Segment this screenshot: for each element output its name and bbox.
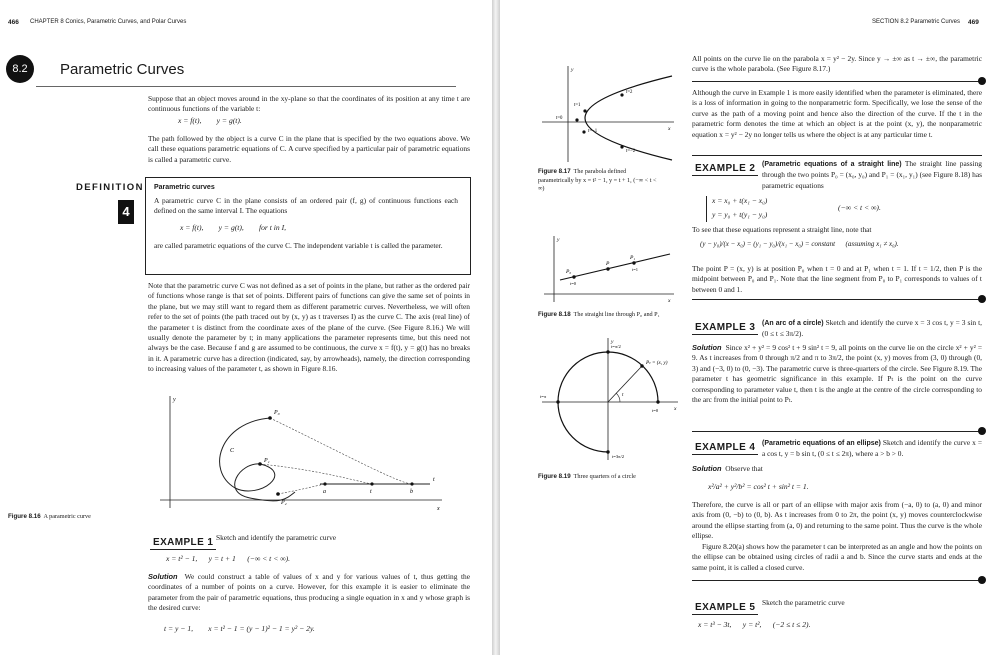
fig19-label-x: x [674,406,677,412]
fig19-point-tpi [556,400,559,403]
example-3-label: EXAMPLE 3 [692,322,758,335]
right-paragraph-2: Although the curve in Example 1 is more easily identified when the parameter is eliminated, there is a loss of information in going to the nonparametric form. Specifically, we lose the sense of the curve as the path of a moving point and hence also the direction of the curve. If the t in the parametric form denotes the time at which an object is at the point (x, y), the nonparametric equation x = y² − 2y no longer tells us where the object is at any particular time t. [692,88,982,139]
fig17-point-tm2 [620,145,623,148]
fig16-point-p0 [268,416,272,420]
fig17-label-t0: t=0 [556,116,563,121]
rule-5 [692,580,982,581]
fig18-label-p1: P₁ [630,255,636,261]
fig16-label-y: y [173,397,176,403]
fig19-label-y: y [611,339,614,345]
example-2-title: (Parametric equations of a straight line) [762,161,902,168]
fig16-point-a [323,482,326,485]
fig17-point-tm1 [582,130,585,133]
example-2-intro [762,159,982,191]
example-2-slope: (y − y₀)/(x − x₀) = (y₁ − y₀)/(x₁ − x₀) = constant (assuming x₁ ≠ x₀). [700,240,899,248]
fig18-label-p: P [606,261,610,267]
fig18-caption-label: Figure 8.18 [538,311,571,318]
running-head-right: SECTION 8.2 Parametric Curves [872,19,961,25]
fig16-label-a: a [323,489,326,495]
example-2-eq-2: y = y₀ + t(y₁ − y₀) [712,210,768,219]
fig16-label-b: b [410,489,413,495]
solution-3-label: Solution [692,343,722,352]
fig17-parabola [585,76,672,160]
fig18-label-x: x [668,298,671,304]
fig16-point-p1 [258,462,262,466]
fig16-point-p2 [276,492,280,496]
paragraph-2: The path followed by the object is a curve C in the plane that is specified by the two equations above. We call these equations parametric equations of C. A curve specified by a particular pair of parametric equations is called a parametric curve. [148,134,470,164]
example-5-equation: x = t³ − 3t, y = t², (−2 ≤ t ≤ 2). [698,620,811,629]
figure-8-17 [538,62,678,164]
fig16-caption-text: A parametric curve [43,513,91,520]
section-badge [6,55,34,83]
fig18-label-y: y [557,237,560,243]
figure-8-19 [538,334,683,464]
example-1-prompt: Sketch and identify the parametric curve [216,533,337,542]
example-1-equation: x = t² − 1, y = t + 1 (−∞ < t < ∞). [166,554,291,563]
fig18-label-t1: t=1 [632,267,639,272]
fig16-map-line-1 [260,464,372,484]
fig17-label-x: x [668,126,671,132]
example-3-text: Sketch and identify the curve x = 3 cos t, y = 3 sin t, (0 ≤ t ≤ 3π/2). [762,318,982,339]
fig19-label-tpi: t=π [540,394,547,399]
fig17-point-t2 [620,93,623,96]
rule-1 [692,81,982,82]
example-2-label: EXAMPLE 2 [692,163,758,176]
fig18-point-p1 [632,261,635,264]
fig16-point-t [370,482,373,485]
example-2-eq-1: x = x₀ + t(x₁ − x₀) [712,196,768,205]
fig16-map-line-0 [270,418,412,484]
fig19-label-pt: Pₜ = (x, y) [646,360,668,366]
right-page [500,0,996,655]
fig17-point-t1 [583,109,586,112]
fig16-label-p0: P₀ [274,410,280,416]
example-5-prompt: Sketch the parametric curve [762,598,845,607]
fig19-label-angle: t [622,392,624,398]
fig16-curve [220,418,295,501]
example-2-range: (−∞ < t < ∞). [838,203,881,212]
fig19-point-pt [640,364,643,367]
solution-1-label: Solution [148,572,178,581]
fig16-point-b [410,482,413,485]
fig19-caption-label: Figure 8.19 [538,473,571,480]
solution-4-text: Observe that [725,464,763,473]
solution-4-text-3: Figure 8.20(a) shows how the parameter t can be interpreted as an angle and how the points on the ellipse can be obtained using circles of radii a and b. Since the curve starts and ends at the same point, it is called a closed curve. [692,542,982,572]
example-2-text-3: The point P = (x, y) is at position P₀ when t = 0 and at P₁ when t = 1. If t = 1/2, then P is the midpoint between P₀ and P₁. Note that the line segment from P₀ to P₁ corresponds to values of t between 0 and 1. [692,264,982,294]
section-number: 8.2 [12,63,28,75]
section-title: Parametric Curves [60,61,185,78]
fig19-label-t0: t=0 [652,408,659,413]
fig17-caption-label: Figure 8.17 [538,168,571,175]
fig17-label-tm1: t=−1 [588,129,598,134]
section-title-rule [36,86,456,87]
solution-4-equation: x²/a² + y²/b² = cos² t + sin² t = 1. [708,482,809,491]
rule-5-dot [978,576,986,584]
fig19-point-t0 [656,400,659,403]
fig17-label-t2: t=2 [626,90,633,95]
solution-3 [692,343,982,405]
example-4-title: (Parametric equations of an ellipse) [762,440,881,447]
fig18-caption-text: The straight line through P₀ and P₁ [573,311,660,318]
running-head-left: CHAPTER 8 Conics, Parametric Curves, and Polar Curves [30,19,187,25]
fig17-point-t0 [575,118,578,121]
eq-parametric: x = f(t), y = g(t). [178,116,242,125]
solution-4-text-2: Therefore, the curve is all or part of an ellipse with major axis from (−a, 0) to (a, 0) and minor axis from (0, −b) to (0, b). As t increases from 0 to 2π, the point (x, y) moves counterclockwise around the ellipse starting from (a, 0) and returning to the same point. Thus the curve is the whole ellipse. [692,500,982,541]
example-1-label: EXAMPLE 1 [150,537,216,550]
fig17-caption-text: The parabola defined parametrically by x = t² − 1, y = t + 1, (−∞ < t < ∞) [538,168,657,193]
fig19-radius [608,366,642,402]
rule-4 [692,431,982,432]
fig18-point-p0 [572,275,575,278]
example-4-intro [762,438,982,460]
page-number-left: 466 [8,19,19,26]
definition-number: 4 [118,200,134,224]
definition-label: DEFINITION [76,182,144,193]
fig18-point-p [606,267,609,270]
fig19-point-t3pi2 [606,450,609,453]
fig18-label-t0: t=0 [570,281,577,286]
solution-1 [148,572,470,614]
fig16-caption [8,513,91,522]
fig16-label-p1: P₁ [264,458,270,464]
fig16-label-p2: P₂ [281,500,287,506]
definition-text-1: A parametric curve C in the plane consists of an ordered pair (f, g) of continuous functions each defined on the same interval I. The equations [154,196,458,216]
right-paragraph-1: All points on the curve lie on the parabola x = y² − 2y. Since y → ±∞ as t → ±∞, the parametric curve is the whole parabola. (See Figure 8.17.) [692,54,982,74]
book-gutter [492,0,500,655]
fig19-caption-text: Three quarters of a circle [573,473,636,480]
solution-1-equation: t = y − 1, x = t² − 1 = (y − 1)² − 1 = y² − 2y. [164,624,315,633]
solution-1-text: We could construct a table of values of x and y for various values of t, thus getting the coordinates of a number of points on a curve. However, for this example it is easier to eliminate the parameter from the pair of parametric equations, thus producing a single equation in x and y whose graph is the desired curve: [148,572,470,613]
rule-2 [692,155,982,156]
fig19-angle [616,393,620,402]
definition-text-2: are called parametric equations of the curve C. The independent variable t is called the parameter. [154,241,443,250]
definition-equation: x = f(t), y = g(t), for t in I, [180,223,286,232]
fig16-label-c: C [230,448,235,454]
fig19-caption [538,473,678,482]
fig18-line [560,254,670,280]
fig16-map-line-2 [278,484,325,494]
fig16-label-x: x [437,506,440,512]
page-number-right: 469 [968,19,979,26]
figure-8-16 [150,392,450,522]
fig18-caption [538,311,668,320]
fig19-label-tpi2: t=π/2 [611,344,621,349]
left-page [0,0,492,655]
fig17-label-y: y [571,67,574,73]
example-2-text-2: To see that these equations represent a straight line, note that [692,225,872,234]
example-2-brace [706,196,711,222]
solution-3-text: Since x² + y² = 9 cos² t + 9 sin² t = 9, all points on the curve lie on the circle x² + y² = 9. As t increases from 0 through π/2 and π to 3π/2, the point (x, y) moves from (3, 0) through (0, 3) and (−3, 0) to (0, −3). The parametric curve is three-quarters of the circle. See Figure 8.19. The parameter t has geometric significance in this example. If Pₜ is the point on the curve corresponding to parameter value t, then t is the angle at the centre of the circle corresponding to the arc from the initial point to Pₜ. [692,343,982,405]
example-3-intro [762,318,982,340]
fig17-label-t1: t=1 [574,103,581,108]
fig16-label-t-axis: t [433,477,435,483]
example-4-label: EXAMPLE 4 [692,442,758,455]
fig19-label-t3pi2: t=3π/2 [612,454,625,459]
solution-4-label: Solution [692,464,722,473]
figure-8-18 [538,232,678,306]
rule-1-dot [978,77,986,85]
example-2-text: The straight line passing through the two points P₀ = (x₀, y₀) and P₁ = (x₁, y₁) (see Figure 8.18) has parametric equations [762,159,982,190]
example-5-label: EXAMPLE 5 [692,602,758,615]
rule-3-dot [978,295,986,303]
rule-4-dot [978,427,986,435]
fig16-caption-label: Figure 8.16 [8,513,41,520]
fig16-label-t: t [370,489,372,495]
intro-paragraph: Suppose that an object moves around in the xy-plane so that the coordinates of its position at any time t are continuous functions of the variable t: [148,94,470,114]
paragraph-3: Note that the parametric curve C was not defined as a set of points in the plane, but rather as the ordered pair of functions whose range is that set of points. Different pairs of functions can give the same set of points in the plane, but we may still want to regard them as different parametric curves. Nevertheless, we will often refer to the set of points (the path traced out by (x, y) as t traverses I) as the curve C. The axis (real line) of the parameter t is distinct from the coordinate axes of the plane of the curve. (See Figure 8.16.) We will usually denote the parameter by t; in many applications the parameter represents time, but this need not always be the case. Because f and g are assumed to be continuous, the curve x = f(t), y = g(t) has no breaks in it. A parametric curve has a direction (indicated, say, by arrowheads), namely, the direction corresponding to increasing values of the parameter t, as shown in Figure 8.16. [148,281,470,374]
solution-4 [692,464,982,474]
example-4-text: Sketch and identify the curve x = a cos t, y = b sin t, (0 ≤ t ≤ 2π), where a > b > 0. [762,438,982,459]
fig18-label-p0: P₀ [566,269,572,275]
definition-box [145,177,471,275]
fig17-label-tm2: t=−2 [626,149,636,154]
rule-3 [692,299,982,300]
fig19-point-tpi2 [606,350,609,353]
fig17-caption [538,168,658,194]
example-3-title: (An arc of a circle) [762,320,824,327]
definition-title: Parametric curves [154,184,215,191]
